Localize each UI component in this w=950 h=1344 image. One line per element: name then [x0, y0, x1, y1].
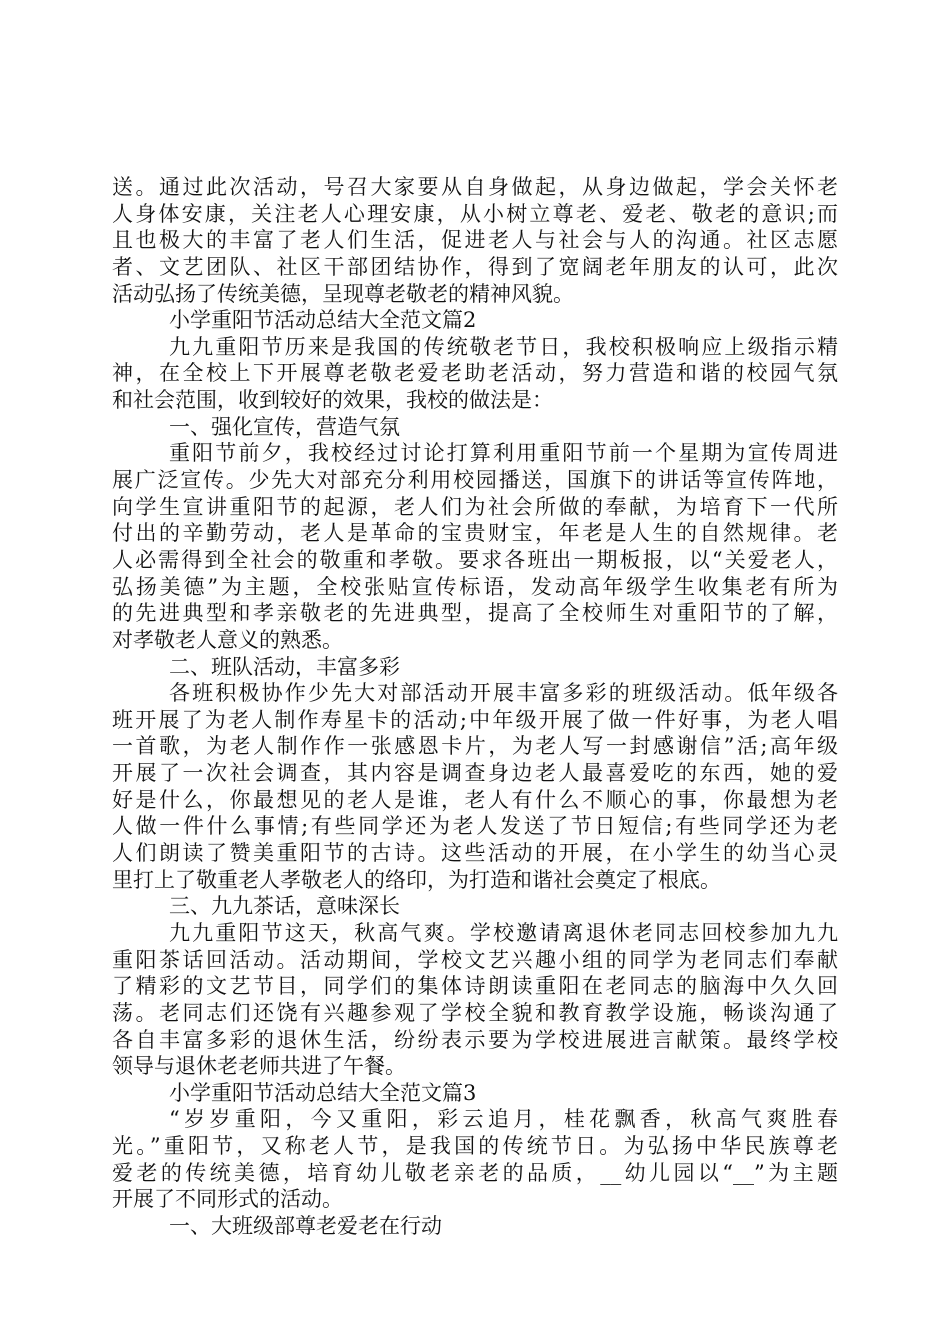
text-line: 一首歌，为老人制作作一张感恩卡片，为老人写一封感谢信”活;高年级	[112, 734, 838, 759]
text-line: 里打上了敬重老人孝敬老人的络印，为打造和谐社会奠定了根底。	[112, 867, 721, 892]
text-line: 重阳茶话回活动。活动期间，学校文艺兴趣小组的同学为老同志们奉献	[112, 947, 838, 972]
text-line: 开展了一次社会调查，其内容是调查身边老人最喜爱吃的东西，她的爱	[112, 761, 838, 786]
text-line: 了精彩的文艺节目，同学们的集体诗朗读重阳在老同志的脑海中久久回	[112, 974, 838, 999]
text-line: 送。通过此次活动，号召大家要从自身做起，从身边做起，学会关怀老	[112, 175, 838, 199]
text-line: 重阳节前夕，我校经过讨论打算利用重阳节前一个星期为宣传周进	[169, 441, 838, 466]
text-line: 弘扬美德”为主题，全校张贴宣传标语，发动高年级学生收集老有所为	[112, 574, 838, 599]
text-line: 对孝敬老人意义的熟悉。	[112, 627, 343, 652]
text-line: 各班积极协作少先大对部活动开展丰富多彩的班级活动。低年级各	[169, 681, 838, 706]
text-line: 人做一件什么事情;有些同学还为老人发送了节日短信;有些同学还为老	[112, 814, 838, 839]
text-line: 爱老的传统美德，培育幼儿敬老亲老的品质，__幼儿园以“__”为主题	[112, 1160, 838, 1185]
text-line: 三、九九茶话，意味深长	[169, 894, 400, 919]
text-line: 一、强化宣传，营造气氛	[169, 414, 400, 439]
text-line: 的先进典型和孝亲敬老的先进典型，提高了全校师生对重阳节的了解，	[112, 601, 838, 626]
text-line: 展广泛宣传。少先大对部充分利用校园播送，国旗下的讲话等宣传阵地，	[112, 468, 838, 493]
text-line: 荡。老同志们还饶有兴趣参观了学校全貌和教育教学设施，畅谈沟通了	[112, 1000, 838, 1025]
text-line: 各自丰富多彩的退休生活，纷纷表示要为学校进展进言献策。最终学校	[112, 1027, 838, 1052]
text-line: 活动弘扬了传统美德，呈现尊老敬老的精神风貌。	[112, 281, 574, 306]
text-line: 领导与退休老老师共进了午餐。	[112, 1054, 406, 1079]
text-line: 向学生宣讲重阳节的起源，老人们为社会所做的奉献，为培育下一代所	[112, 494, 838, 519]
document-body	[112, 174, 838, 1240]
text-line: 付出的辛勤劳动，老人是革命的宝贵财宝，年老是人生的自然规律。老	[112, 521, 838, 546]
text-line: 九九重阳节这天，秋高气爽。学校邀请离退休老同志回校参加九九	[169, 920, 838, 945]
text-line: 小学重阳节活动总结大全范文篇2	[169, 308, 477, 333]
text-line: 人必需得到全社会的敬重和孝敬。要求各班出一期板报，以“关爱老人，	[112, 547, 838, 572]
text-line: 人身体安康，关注老人心理安康，从小树立尊老、爱老、敬老的意识;而	[112, 201, 838, 226]
text-line: 人们朗读了赞美重阳节的古诗。这些活动的开展，在小学生的幼当心灵	[112, 841, 838, 866]
text-line: 一、大班级部尊老爱老在行动	[169, 1213, 442, 1238]
text-line: 和社会范围，收到较好的效果，我校的做法是：	[112, 388, 553, 413]
text-line: 光。”重阳节，又称老人节，是我国的传统节日。为弘扬中华民族尊老	[112, 1134, 838, 1159]
text-line: 神，在全校上下开展尊老敬老爱老助老活动，努力营造和谐的校园气氛	[112, 361, 838, 386]
text-line: 二、班队活动，丰富多彩	[169, 654, 400, 679]
text-line: 小学重阳节活动总结大全范文篇3	[169, 1080, 477, 1105]
text-line: 九九重阳节历来是我国的传统敬老节日，我校积极响应上级指示精	[169, 334, 838, 359]
text-line: 班开展了为老人制作寿星卡的活动;中年级开展了做一件好事，为老人唱	[112, 707, 838, 732]
text-line: 开展了不同形式的活动。	[112, 1187, 343, 1212]
text-line: 好是什么，你最想见的老人是谁，老人有什么不顺心的事，你最想为老	[112, 787, 838, 812]
text-line: 且也极大的丰富了老人们生活，促进老人与社会与人的沟通。社区志愿	[112, 228, 838, 253]
text-line: 者、文艺团队、社区干部团结协作，得到了宽阔老年朋友的认可，此次	[112, 254, 838, 279]
text-line: “岁岁重阳，今又重阳，彩云追月，桂花飘香，秋高气爽胜春	[169, 1107, 838, 1132]
